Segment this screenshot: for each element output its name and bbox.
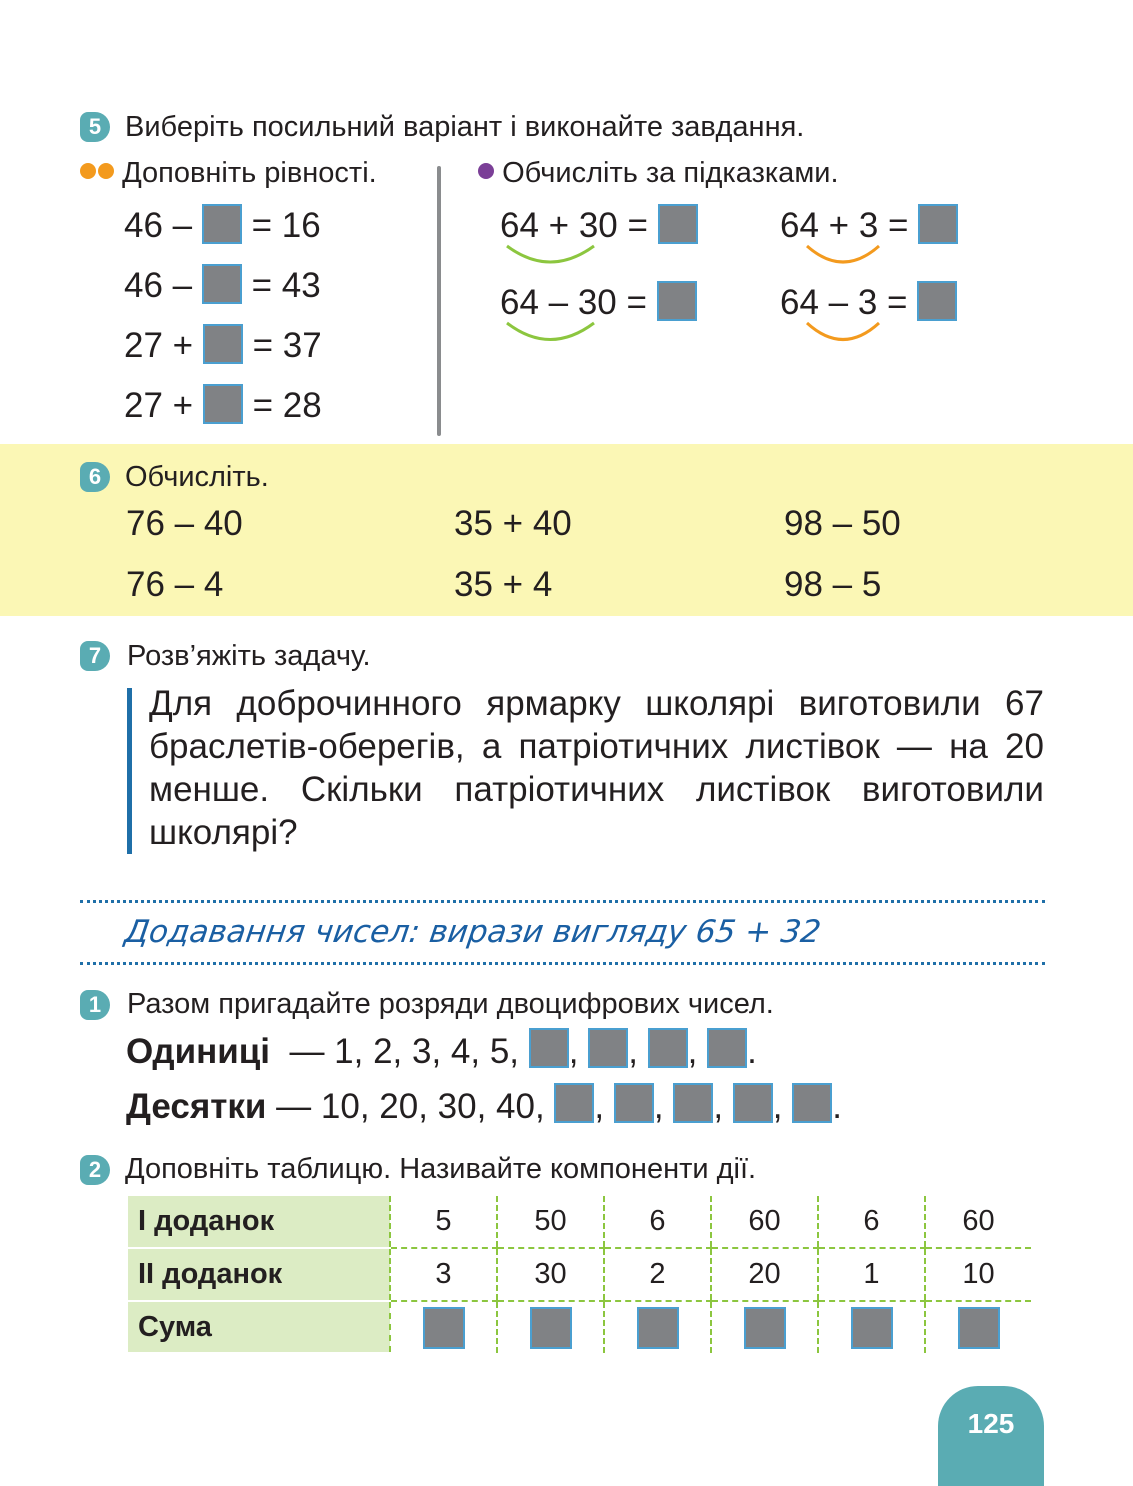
expression-text: 64 + 30 = — [500, 206, 648, 245]
task-5-title: Виберіть посильний варіант і виконайте завдання. — [125, 111, 805, 143]
task-2-title: Доповніть таблицю. Називайте компоненти дії. — [125, 1153, 757, 1185]
table-cell: 10 — [925, 1248, 1031, 1301]
calc-expression: 98 – 5 — [784, 565, 882, 604]
table-cell — [497, 1301, 604, 1353]
equation-4 — [124, 386, 322, 428]
table-cell — [604, 1301, 711, 1353]
table-cell: 30 — [497, 1248, 604, 1301]
answer-box[interactable] — [554, 1083, 594, 1123]
table-cell — [390, 1301, 497, 1353]
table-cell: 3 — [390, 1248, 497, 1301]
task-5-number: 5 — [80, 112, 110, 142]
calc-expression: 35 + 40 — [454, 504, 572, 543]
tens-row: Десятки — 10, 20, 30, 40, , , , , . — [126, 1087, 842, 1129]
units-values: — 1, 2, 3, 4, 5, — [289, 1032, 520, 1071]
equation-left: 27 + — [124, 326, 194, 365]
problem-accent-bar — [127, 688, 132, 854]
units-row: Одиниці — 1, 2, 3, 4, 5, , , , . — [126, 1032, 757, 1074]
calc-expression: 35 + 4 — [454, 565, 553, 604]
task-2-number: 2 — [80, 1155, 110, 1185]
row-label: ІІ доданок — [128, 1248, 390, 1301]
left-variant-title: Доповніть рівності. — [122, 157, 377, 189]
calc-expression: 98 – 50 — [784, 504, 901, 543]
task-6-title: Обчисліть. — [125, 461, 269, 493]
task-6-number: 6 — [80, 462, 110, 492]
table-cell: 20 — [711, 1248, 818, 1301]
answer-box[interactable] — [792, 1083, 832, 1123]
orange-arc-icon — [807, 246, 879, 262]
task-7-number: 7 — [80, 641, 110, 671]
expression-text: 64 – 3 = — [780, 283, 908, 322]
row-label: Сума — [128, 1301, 390, 1353]
tens-label: Десятки — [126, 1087, 267, 1126]
table-cell: 2 — [604, 1248, 711, 1301]
expression-text: 64 – 30 = — [500, 283, 647, 322]
dotted-divider — [80, 900, 1045, 903]
section-title: Додавання чисел: вирази вигляду 65 + 32 — [122, 914, 824, 950]
equation-right: = 37 — [252, 326, 322, 365]
table-cell: 60 — [925, 1196, 1031, 1248]
answer-box[interactable] — [203, 384, 243, 424]
expression-text: 64 + 3 = — [780, 206, 909, 245]
equation-left: 46 – — [124, 266, 193, 305]
answer-box[interactable] — [637, 1307, 679, 1349]
table-cell — [711, 1301, 818, 1353]
task-7-title: Розв’яжіть задачу. — [127, 640, 371, 672]
answer-box[interactable] — [648, 1028, 688, 1068]
answer-box[interactable] — [614, 1083, 654, 1123]
answer-box[interactable] — [851, 1307, 893, 1349]
table-cell — [818, 1301, 925, 1353]
page-number: 125 — [938, 1386, 1044, 1486]
table-cell: 1 — [818, 1248, 925, 1301]
tens-values: — 10, 20, 30, 40, — [276, 1087, 545, 1126]
answer-box[interactable] — [588, 1028, 628, 1068]
answer-box[interactable] — [423, 1307, 465, 1349]
equation-right: = 43 — [251, 266, 321, 305]
row-label: І доданок — [128, 1196, 390, 1248]
answer-box[interactable] — [530, 1307, 572, 1349]
table-row-addend1 — [128, 1196, 1031, 1248]
equation-left: 46 – — [124, 206, 193, 245]
equation-right: = 28 — [252, 386, 322, 425]
right-variant-title: Обчисліть за підказками. — [502, 157, 839, 189]
table-cell: 60 — [711, 1196, 818, 1248]
units-label: Одиниці — [126, 1032, 270, 1071]
dotted-divider — [80, 962, 1045, 965]
answer-box[interactable] — [958, 1307, 1000, 1349]
table-cell — [925, 1301, 1031, 1353]
orange-arc-icon — [807, 323, 879, 340]
calc-expression: 76 – 4 — [126, 565, 224, 604]
equation-left: 27 + — [124, 386, 194, 425]
answer-box[interactable] — [707, 1028, 747, 1068]
answer-box[interactable] — [673, 1083, 713, 1123]
problem-text: Для доброчинного ярмарку школярі виготовили 67 браслетів-оберегів, а патріотичних листівок — на 20 менше. Скільки патріотичних листівок виготовили школярі? — [149, 684, 1044, 852]
answer-box[interactable] — [744, 1307, 786, 1349]
answer-box[interactable] — [733, 1083, 773, 1123]
green-arc-icon — [507, 246, 594, 262]
addition-table — [128, 1196, 1031, 1354]
table-row-sum — [128, 1301, 1031, 1353]
table-cell: 5 — [390, 1196, 497, 1248]
table-cell: 6 — [818, 1196, 925, 1248]
answer-box[interactable] — [529, 1028, 569, 1068]
calc-expression: 76 – 40 — [126, 504, 243, 543]
equation-right: = 16 — [251, 206, 321, 245]
table-row-addend2 — [128, 1248, 1031, 1301]
green-arc-icon — [507, 323, 594, 340]
table-cell: 6 — [604, 1196, 711, 1248]
table-cell: 50 — [497, 1196, 604, 1248]
task-1-title: Разом пригадайте розряди двоцифрових чисел. — [127, 988, 774, 1020]
hint-arcs — [0, 0, 1133, 360]
task-1-number: 1 — [80, 990, 110, 1020]
